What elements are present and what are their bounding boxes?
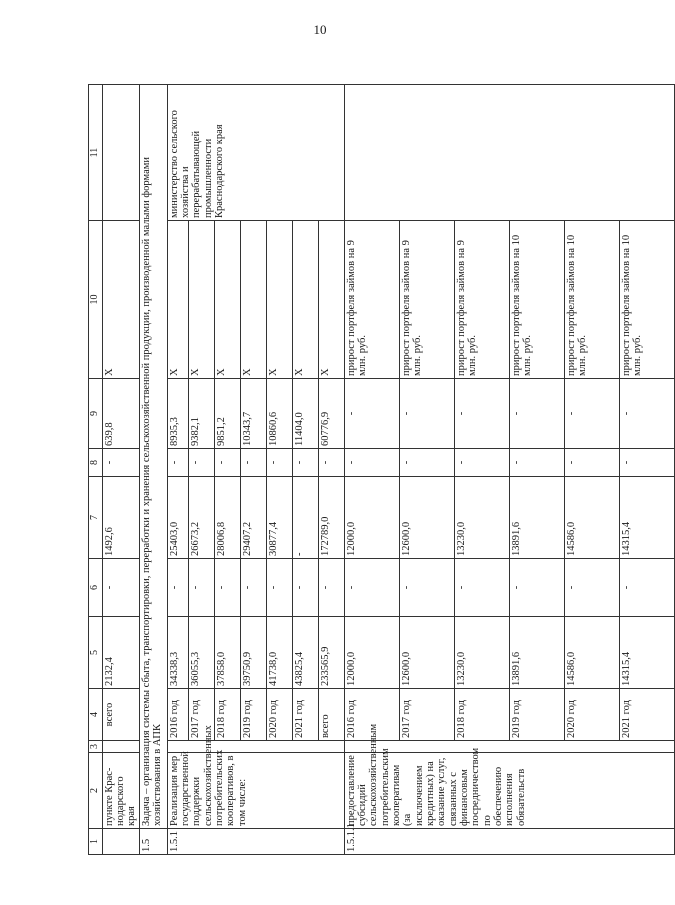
cell-v9: 639,8 xyxy=(102,379,139,449)
cell-v7: 26673,2 xyxy=(188,477,214,559)
cell-v10: X xyxy=(240,221,266,379)
table-row xyxy=(344,85,399,855)
cell-v7: 12600,0 xyxy=(399,477,454,559)
cell-v10: прирост портфеля займов на 9 млн. руб. xyxy=(344,221,399,379)
cell-v8: - xyxy=(399,449,454,477)
page-number: 10 xyxy=(313,22,327,37)
cell-v5: 233565,9 xyxy=(318,617,344,689)
cell-v5: 14315,4 xyxy=(619,617,674,689)
cell-v8: - xyxy=(509,449,564,477)
cell-v10: прирост портфеля займов на 9 млн. руб. xyxy=(454,221,509,379)
cell-v9: 10860,6 xyxy=(266,379,292,449)
document-sheet xyxy=(88,85,644,855)
cell-v9: 8935,3 xyxy=(167,379,188,449)
cell-v5: 37858,0 xyxy=(214,617,240,689)
cell-period: 2020 год xyxy=(266,689,292,741)
cell-v6: - xyxy=(240,559,266,617)
cell-v10: X xyxy=(102,221,139,379)
subsection-name: предоставление субсидий сельскохозяйственным потребительским кооперативам (за исключением кредитных) на оказание услуг, связанных с финансовым посредничеством по обеспечению исполнения обязательств xyxy=(344,753,674,829)
task-text: Задача – организация системы сбыта, транспортировки, переработки и хранения сельскохозяйственной продукции, производенной малыми формами хозяйствования в АПК xyxy=(139,85,167,829)
cell-v8: - xyxy=(454,449,509,477)
cell-v9: 9851,2 xyxy=(214,379,240,449)
cell-v6: - xyxy=(454,559,509,617)
cell-v5: 2132,4 xyxy=(102,617,139,689)
cell-v6: - xyxy=(619,559,674,617)
col-number: 7 xyxy=(89,477,103,559)
cell-period: 2016 год xyxy=(344,689,399,741)
executor: министерство сельского хозяйства и перерабатывающей промышленности Краснодарского края xyxy=(167,85,344,221)
subsection-code: 1.5.1.1 xyxy=(344,829,674,855)
cell-v5: 34338,3 xyxy=(167,617,188,689)
cell-v8: - xyxy=(214,449,240,477)
cell-period: 2017 год xyxy=(188,689,214,741)
task-code: 1.5 xyxy=(139,829,167,855)
cell-period: 2019 год xyxy=(240,689,266,741)
cell-v7: - xyxy=(292,477,318,559)
cell-v10: X xyxy=(292,221,318,379)
cell-v5: 36055,3 xyxy=(188,617,214,689)
cell-period: 2021 год xyxy=(619,689,674,741)
cell-v6: - xyxy=(188,559,214,617)
cell-v8: - xyxy=(564,449,619,477)
cell-v8: - xyxy=(619,449,674,477)
col-number: 9 xyxy=(89,379,103,449)
section-code: 1.5.1 xyxy=(167,829,344,855)
cell-period: всего xyxy=(102,689,139,741)
cell-v8: - xyxy=(292,449,318,477)
cell-v7: 14315,4 xyxy=(619,477,674,559)
col-number: 11 xyxy=(89,85,103,221)
cell-v8: - xyxy=(167,449,188,477)
cell-v9: 11404,0 xyxy=(292,379,318,449)
cell-v6: - xyxy=(509,559,564,617)
cell-v5: 41738,0 xyxy=(266,617,292,689)
cell-v8: - xyxy=(102,449,139,477)
col-number: 8 xyxy=(89,449,103,477)
task-row xyxy=(139,85,167,855)
cell-v9: 10343,7 xyxy=(240,379,266,449)
cell-v10: X xyxy=(167,221,188,379)
cell-v7: 14586,0 xyxy=(564,477,619,559)
rotated-table-wrapper xyxy=(88,85,644,855)
col-number: 5 xyxy=(89,617,103,689)
cell-period: 2016 год xyxy=(167,689,188,741)
cell-v10: прирост портфеля займов на 10 млн. руб. xyxy=(564,221,619,379)
section-name: Реализация мер государственной поддержки сельскохозяйственных потребительских кооперативов, в том числе: xyxy=(167,753,344,829)
cell-v7: 172789,0 xyxy=(318,477,344,559)
cell-v7: 30877,4 xyxy=(266,477,292,559)
cell-v6: - xyxy=(564,559,619,617)
cell-v8: - xyxy=(266,449,292,477)
col-number: 10 xyxy=(89,221,103,379)
cell-v6: - xyxy=(292,559,318,617)
cell-v5: 13230,0 xyxy=(454,617,509,689)
cell-period: 2019 год xyxy=(509,689,564,741)
cell-v6: - xyxy=(399,559,454,617)
cell-v7: 13891,6 xyxy=(509,477,564,559)
cell-v10: прирост портфеля займов на 9 млн. руб. xyxy=(399,221,454,379)
cell-v5: 12600,0 xyxy=(399,617,454,689)
cell-v9: - xyxy=(564,379,619,449)
cell-v9: - xyxy=(509,379,564,449)
cell-v5: 43825,4 xyxy=(292,617,318,689)
table-row xyxy=(167,85,188,855)
cell-period: 2017 год xyxy=(399,689,454,741)
cell-v10: прирост портфеля займов на 10 млн. руб. xyxy=(509,221,564,379)
continuation-name: пункте Крас-нодарского края xyxy=(102,753,139,829)
cell-v5: 39750,9 xyxy=(240,617,266,689)
cell-v9: - xyxy=(399,379,454,449)
cell-v6: - xyxy=(167,559,188,617)
cell-v8: - xyxy=(240,449,266,477)
cell-v7: 1492,6 xyxy=(102,477,139,559)
cell-v9: 60776,9 xyxy=(318,379,344,449)
col-number: 6 xyxy=(89,559,103,617)
cell-period: 2018 год xyxy=(214,689,240,741)
cell-v9: - xyxy=(454,379,509,449)
cell-v5: 14586,0 xyxy=(564,617,619,689)
col-number: 2 xyxy=(89,753,103,829)
col-number: 4 xyxy=(89,689,103,741)
cell-v10: X xyxy=(318,221,344,379)
cell-v5: 13891,6 xyxy=(509,617,564,689)
cell-v8: - xyxy=(318,449,344,477)
cell-v10: прирост портфеля займов на 10 млн. руб. xyxy=(619,221,674,379)
col-number: 3 xyxy=(89,741,103,753)
cell-v10: X xyxy=(214,221,240,379)
cell-v8: - xyxy=(188,449,214,477)
cell-v5: 12000,0 xyxy=(344,617,399,689)
cell-v6: - xyxy=(266,559,292,617)
cell-period: всего xyxy=(318,689,344,741)
cell-v7: 25403,0 xyxy=(167,477,188,559)
cell-v9: - xyxy=(619,379,674,449)
cell-v10: X xyxy=(266,221,292,379)
cell-v8: - xyxy=(344,449,399,477)
cell-v7: 12000,0 xyxy=(344,477,399,559)
cell-v6: - xyxy=(318,559,344,617)
column-number-row xyxy=(89,85,103,855)
cell-period: 2020 год xyxy=(564,689,619,741)
cell-v6: - xyxy=(344,559,399,617)
cell-v9: - xyxy=(344,379,399,449)
cell-v9: 9382,1 xyxy=(188,379,214,449)
cell-v7: 28006,8 xyxy=(214,477,240,559)
cell-period: 2018 год xyxy=(454,689,509,741)
cell-v10: X xyxy=(188,221,214,379)
cell-v6: - xyxy=(214,559,240,617)
cell-period: 2021 год xyxy=(292,689,318,741)
cell-v7: 13230,0 xyxy=(454,477,509,559)
col-number: 1 xyxy=(89,829,103,855)
program-activities-table xyxy=(88,84,675,855)
cell-v7: 29407,2 xyxy=(240,477,266,559)
continuation-row xyxy=(102,85,139,855)
cell-v6: - xyxy=(102,559,139,617)
